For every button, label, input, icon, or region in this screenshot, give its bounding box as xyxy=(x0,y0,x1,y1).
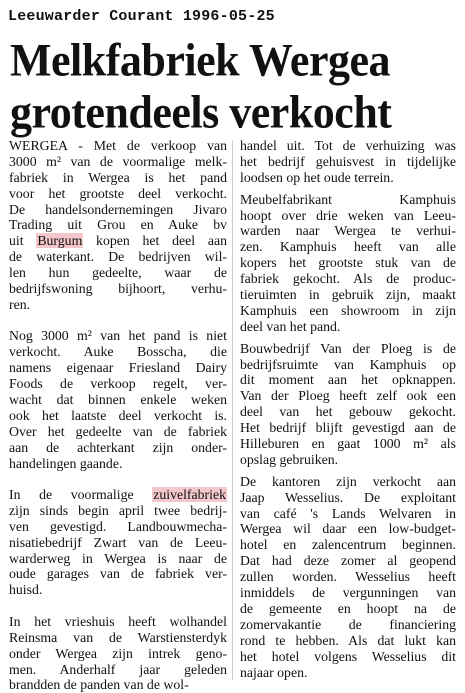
text-line: aan de achterkant zijn onder- xyxy=(9,439,227,455)
text-line: namens eigenaar Friesland Dairy xyxy=(9,360,227,376)
article-paragraph xyxy=(9,328,227,471)
text-line: Nog 3000 m² van het pand is niet xyxy=(9,328,227,344)
text-line: ook het laatste deel verkocht is. xyxy=(9,407,227,423)
text-line: van café 's Lands Welvaren in xyxy=(240,505,456,521)
text-line: Reinsma van de Warstiensterdyk xyxy=(9,629,227,645)
newspaper-source-line: Leeuwarder Courant 1996-05-25 xyxy=(8,8,275,25)
text-line: warderweg in Wergea is naar de xyxy=(9,550,227,566)
text-line: Jaap Wesselius. De exploitant xyxy=(240,489,456,505)
text-line: Foods de verkoop regelt, ver- xyxy=(9,376,227,392)
text-line: zijn sinds begin april twee bedrij- xyxy=(9,502,227,518)
paragraph-gap xyxy=(9,471,227,487)
text-line: wacht dat binnen enkele weken xyxy=(9,391,227,407)
paragraph-gap xyxy=(9,313,227,329)
text-line: uit Burgum kopen het deel aan xyxy=(9,233,227,249)
text-line: inmiddels de vergunningen van xyxy=(240,585,456,601)
article-paragraph xyxy=(9,614,227,693)
text-line: men. Anderhalf jaar geleden xyxy=(9,661,227,677)
text-line: de gemeente en hoopt na de xyxy=(240,600,456,616)
text-line: het hotel volgens Wesselius dit xyxy=(240,648,456,664)
text-line: WERGEA - Met de verkoop van xyxy=(9,138,227,153)
text-line: Hilleburen en gaat 1000 m² als xyxy=(240,436,456,452)
text-line: kopers het grootste stuk van de xyxy=(240,255,456,271)
text-line: zomervakantie de financiering xyxy=(240,616,456,632)
text-line: onder Wergea zijn intrek geno- xyxy=(9,645,227,661)
paragraph-gap xyxy=(9,598,227,614)
article-paragraph xyxy=(240,474,456,681)
text-line: handelingen gaande. xyxy=(9,455,123,471)
text-line: bedrijfsruimte van Kamphuis op xyxy=(240,356,456,372)
text-line: deel van het gebouw gekocht. xyxy=(240,404,456,420)
text-line: verkocht. Auke Bosscha, die xyxy=(9,344,227,360)
text-line: zen. Kamphuis heeft van alle xyxy=(240,239,456,255)
text-line: brandden de panden van de wol- xyxy=(9,677,189,693)
text-line: len hun gedeelte, waar de xyxy=(9,265,227,281)
text-line: Over het gedeelte van de fabriek xyxy=(9,423,227,439)
text-line: hoopt over drie weken van Leeu- xyxy=(240,207,456,223)
text-line: ren. xyxy=(9,296,31,312)
highlighted-word: Burgum xyxy=(37,233,83,249)
text-line: In de voormalige zuivelfabriek xyxy=(9,487,226,502)
text-line: Trading uit Grou en Auke bv xyxy=(9,217,227,233)
article-paragraph xyxy=(240,192,456,335)
article-column-left xyxy=(9,138,227,693)
text-line: Dat had deze zomer al geopend xyxy=(240,553,456,569)
article-paragraph xyxy=(240,138,456,186)
article-paragraph xyxy=(9,487,227,598)
text-line: de waterkant. De bedrijven wil- xyxy=(9,249,227,265)
text-line: fabriek in Wergea is het pand xyxy=(9,169,227,185)
highlighted-word: zuivelfabriek xyxy=(153,487,226,502)
text-line: warden naar Wergea te verhui- xyxy=(240,223,456,239)
text-line: Wergea wil daar een low-budget- xyxy=(240,521,456,537)
text-line: In het vrieshuis heeft wolhandel xyxy=(9,613,227,629)
text-line: bedrijfswoning bijhoort, verhu- xyxy=(9,281,227,297)
text-line: Kamphuis een showroom in zijn xyxy=(240,302,456,318)
text-line: Bouwbedrijf Van der Ploeg is de xyxy=(240,340,456,356)
text-line: fabriek gekocht. Als de produc- xyxy=(240,271,456,287)
text-line: rond te hebben. Als dat lukt kan xyxy=(240,632,456,648)
text-line: loodsen op het oude terrein. xyxy=(240,169,394,185)
headline-line-1: Melkfabriek Wergea xyxy=(10,34,390,86)
text-line: nisatiebedrijf Zwart van de Leeu- xyxy=(9,534,227,550)
text-line: tieruimten in gebruik zijn, maakt xyxy=(240,287,456,303)
column-divider xyxy=(232,140,233,680)
text-line: dit moment aan het opknappen. xyxy=(240,372,456,388)
headline-line-2: grotendeels verkocht xyxy=(10,85,392,138)
text-line: De kantoren zijn verkocht aan xyxy=(240,473,456,489)
article-column-right xyxy=(240,138,456,680)
article-paragraph xyxy=(9,138,227,313)
text-line: oude garages van de fabriek ver- xyxy=(9,566,227,582)
text-line: hotel en zalencentrum beginnen. xyxy=(240,537,456,553)
text-line: huisd. xyxy=(9,582,43,598)
text-line: zullen worden. Wesselius heeft xyxy=(240,569,456,585)
text-line: deel van het pand. xyxy=(240,318,341,334)
article-paragraph xyxy=(240,341,456,468)
text-line: handel uit. Tot de verhuizing was xyxy=(240,138,456,153)
text-line: De handelsondernemingen Jivaro xyxy=(9,201,227,217)
text-line: opslag gebruiken. xyxy=(240,451,339,467)
text-line: Van der Ploeg heeft zelf ook een xyxy=(240,388,456,404)
text-line: najaar open. xyxy=(240,664,308,680)
text-line: Meubelfabrikant Kamphuis xyxy=(240,191,456,207)
text-line: het bedrijf gehuisvest in tijdelijke xyxy=(240,153,456,169)
article-headline xyxy=(10,34,460,138)
text-line: Het bedrijf blijft gevestigd aan de xyxy=(240,420,456,436)
text-line: ven gevestigd. Landbouwmecha- xyxy=(9,518,227,534)
text-line: 3000 m² van de voormalige melk- xyxy=(9,153,227,169)
text-line: voor het grootste deel verkocht. xyxy=(9,185,227,201)
